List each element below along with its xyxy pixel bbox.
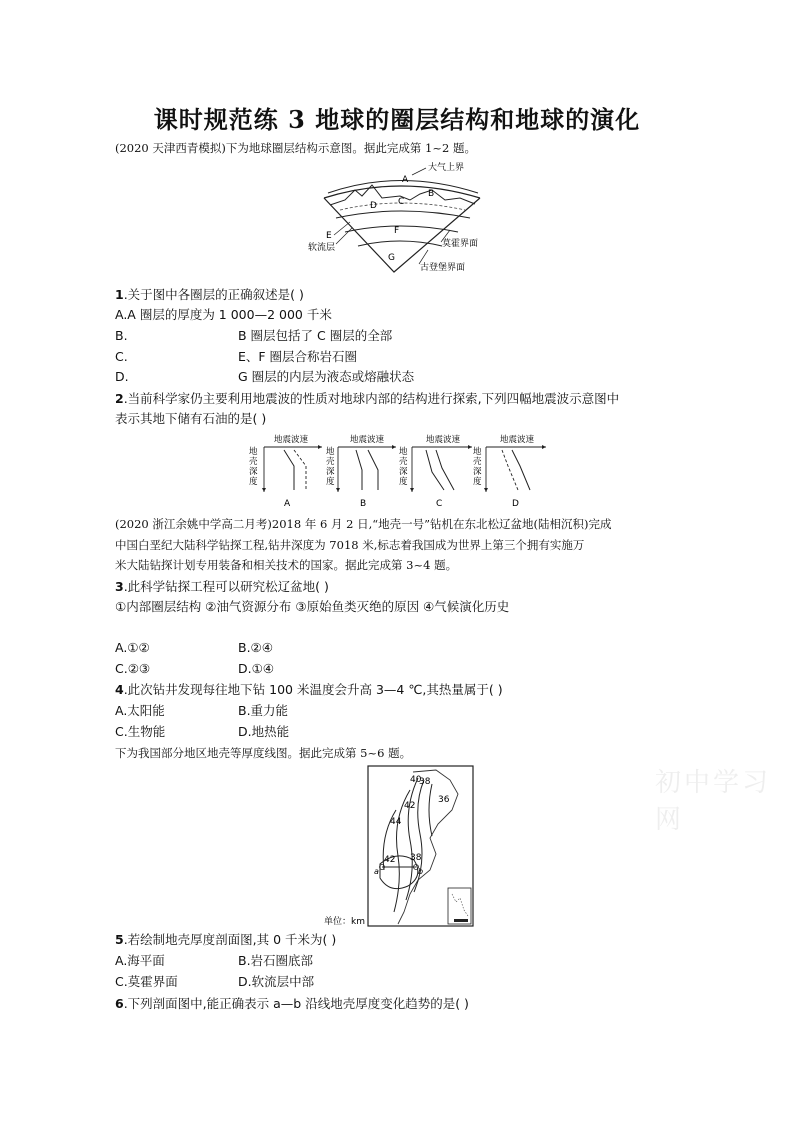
q3-stem: 3.此科学钻探工程可以研究松辽盆地( ) — [115, 579, 329, 594]
q1-option-b-letter: B. — [115, 328, 128, 343]
svg-text:壳: 壳 — [326, 457, 335, 467]
contour-44-label: 44 — [390, 817, 402, 827]
label-F: F — [394, 226, 400, 236]
svg-text:壳: 壳 — [249, 457, 258, 467]
svg-text:A: A — [284, 499, 291, 509]
point-b-label: b — [418, 867, 424, 876]
q5-option-d: D.软流层中部 — [238, 974, 315, 989]
q1-option-c-letter: C. — [115, 349, 128, 364]
wave-panel-d — [473, 434, 546, 509]
svg-text:地震波速: 地震波速 — [500, 435, 535, 445]
svg-text:地震波速: 地震波速 — [274, 435, 309, 445]
map-unit-label: 单位：km — [324, 917, 365, 927]
svg-text:地: 地 — [249, 447, 258, 457]
q3-option-b: B.②④ — [238, 640, 273, 655]
q1-option-d: G 圈层的内层为液态或熔融状态 — [238, 369, 415, 384]
q1-option-a: A.A 圈层的厚度为 1 000—2 000 千米 — [115, 307, 332, 322]
svg-text:地: 地 — [473, 447, 482, 457]
svg-text:深: 深 — [473, 467, 482, 477]
intro-q1-2: (2020 天津西青模拟)下为地球圈层结构示意图。据此完成第 1~2 题。 — [115, 141, 476, 155]
label-gutenberg: 古登堡界面 — [420, 263, 466, 273]
q3-option-a: A.①② — [115, 640, 150, 655]
q1-option-d-letter: D. — [115, 369, 129, 384]
svg-text:深: 深 — [326, 467, 335, 477]
svg-text:地: 地 — [399, 447, 408, 457]
wave-panel-b — [326, 434, 396, 509]
contour-38-label: 38 — [419, 777, 431, 787]
q5-option-c: C.莫霍界面 — [115, 974, 178, 989]
point-a-label: a — [374, 867, 379, 876]
contour-42-label: 42 — [404, 801, 416, 811]
contour-38b-label: 38 — [410, 853, 422, 863]
label-A: A — [402, 175, 409, 185]
contour-40-label: 40 — [410, 775, 422, 785]
south-china-sea-inset — [448, 888, 471, 924]
wave-panel-a — [249, 434, 322, 509]
q1-option-b: B 圈层包括了 C 圈层的全部 — [238, 328, 393, 343]
label-asthenosphere: 软流层 — [308, 243, 336, 253]
q5-stem: 5.若绘制地壳厚度剖面图,其 0 千米为( ) — [115, 932, 337, 947]
svg-text:C: C — [436, 499, 443, 509]
wave-panel-c — [399, 434, 472, 509]
svg-text:地震波速: 地震波速 — [350, 435, 385, 445]
q4-option-c: C.生物能 — [115, 724, 166, 739]
svg-text:壳: 壳 — [473, 457, 482, 467]
svg-text:壳: 壳 — [399, 457, 408, 467]
q1-stem: 1.关于图中各圈层的正确叙述是( ) — [115, 287, 304, 302]
q5-option-b: B.岩石圈底部 — [238, 953, 314, 968]
intro-q3-4-line2: 中国白垩纪大陆科学钻探工程,钻井深度为 7018 米,标志着我国成为世界上第三个拥有实施万 — [115, 538, 585, 552]
contour-42b-label: 42 — [384, 855, 396, 865]
contour-36-label: 36 — [438, 795, 450, 805]
earth-structure-diagram — [300, 160, 540, 280]
seismic-wave-panels — [246, 432, 552, 512]
label-E: E — [326, 231, 332, 241]
label-D: D — [370, 201, 377, 211]
intro-q5-6: 下为我国部分地区地壳等厚度线图。据此完成第 5~6 题。 — [115, 746, 412, 760]
q3-option-d: D.①④ — [238, 661, 275, 676]
q5-option-a: A.海平面 — [115, 953, 165, 968]
page-title: 课时规范练 3 地球的圈层结构和地球的演化 — [153, 105, 641, 134]
intro-q3-4-line1: (2020 浙江余姚中学高二月考)2018 年 6 月 2 日,“地壳一号”钻机在东北松辽盆地(陆相沉积)完成 — [115, 517, 612, 531]
label-B: B — [428, 189, 435, 199]
q4-stem: 4.此次钻井发现每往地下钻 100 米温度会升高 3—4 ℃,其热量属于( ) — [115, 682, 503, 697]
q4-option-a: A.太阳能 — [115, 703, 165, 718]
q4-option-d: D.地热能 — [238, 724, 290, 739]
q2-stem-line2: 表示其地下储有石油的是( ) — [115, 411, 267, 426]
svg-text:深: 深 — [249, 467, 258, 477]
svg-text:D: D — [512, 499, 519, 509]
crust-thickness-map — [318, 764, 478, 932]
svg-text:地: 地 — [326, 447, 335, 457]
q2-stem-line1: 2.当前科学家仍主要利用地震波的性质对地球内部的结构进行探索,下列四幅地震波示意图中 — [115, 391, 620, 406]
svg-text:地震波速: 地震波速 — [426, 435, 461, 445]
q3-items: ①内部圈层结构 ②油气资源分布 ③原始鱼类灭绝的原因 ④气候演化历史 — [115, 599, 510, 614]
svg-text:深: 深 — [399, 467, 408, 477]
svg-text:B: B — [360, 499, 367, 509]
svg-text:度: 度 — [399, 477, 408, 487]
label-G: G — [388, 253, 395, 263]
label-C: C — [398, 197, 405, 207]
q3-option-c: C.②③ — [115, 661, 151, 676]
watermark: 初中学习网 — [655, 768, 772, 835]
intro-q3-4-line3: 米大陆钻探计划专用装备和相关技术的国家。据此完成第 3~4 题。 — [115, 558, 458, 572]
label-moho: 莫霍界面 — [442, 239, 479, 249]
label-top-atmosphere: 大气上界 — [428, 163, 465, 173]
q6-stem: 6.下列剖面图中,能正确表示 a—b 沿线地壳厚度变化趋势的是( ) — [115, 996, 469, 1011]
svg-text:度: 度 — [326, 477, 335, 487]
svg-text:度: 度 — [249, 477, 258, 487]
q1-option-c: E、F 圈层合称岩石圈 — [238, 349, 358, 364]
q4-option-b: B.重力能 — [238, 703, 289, 718]
svg-text:度: 度 — [473, 477, 482, 487]
